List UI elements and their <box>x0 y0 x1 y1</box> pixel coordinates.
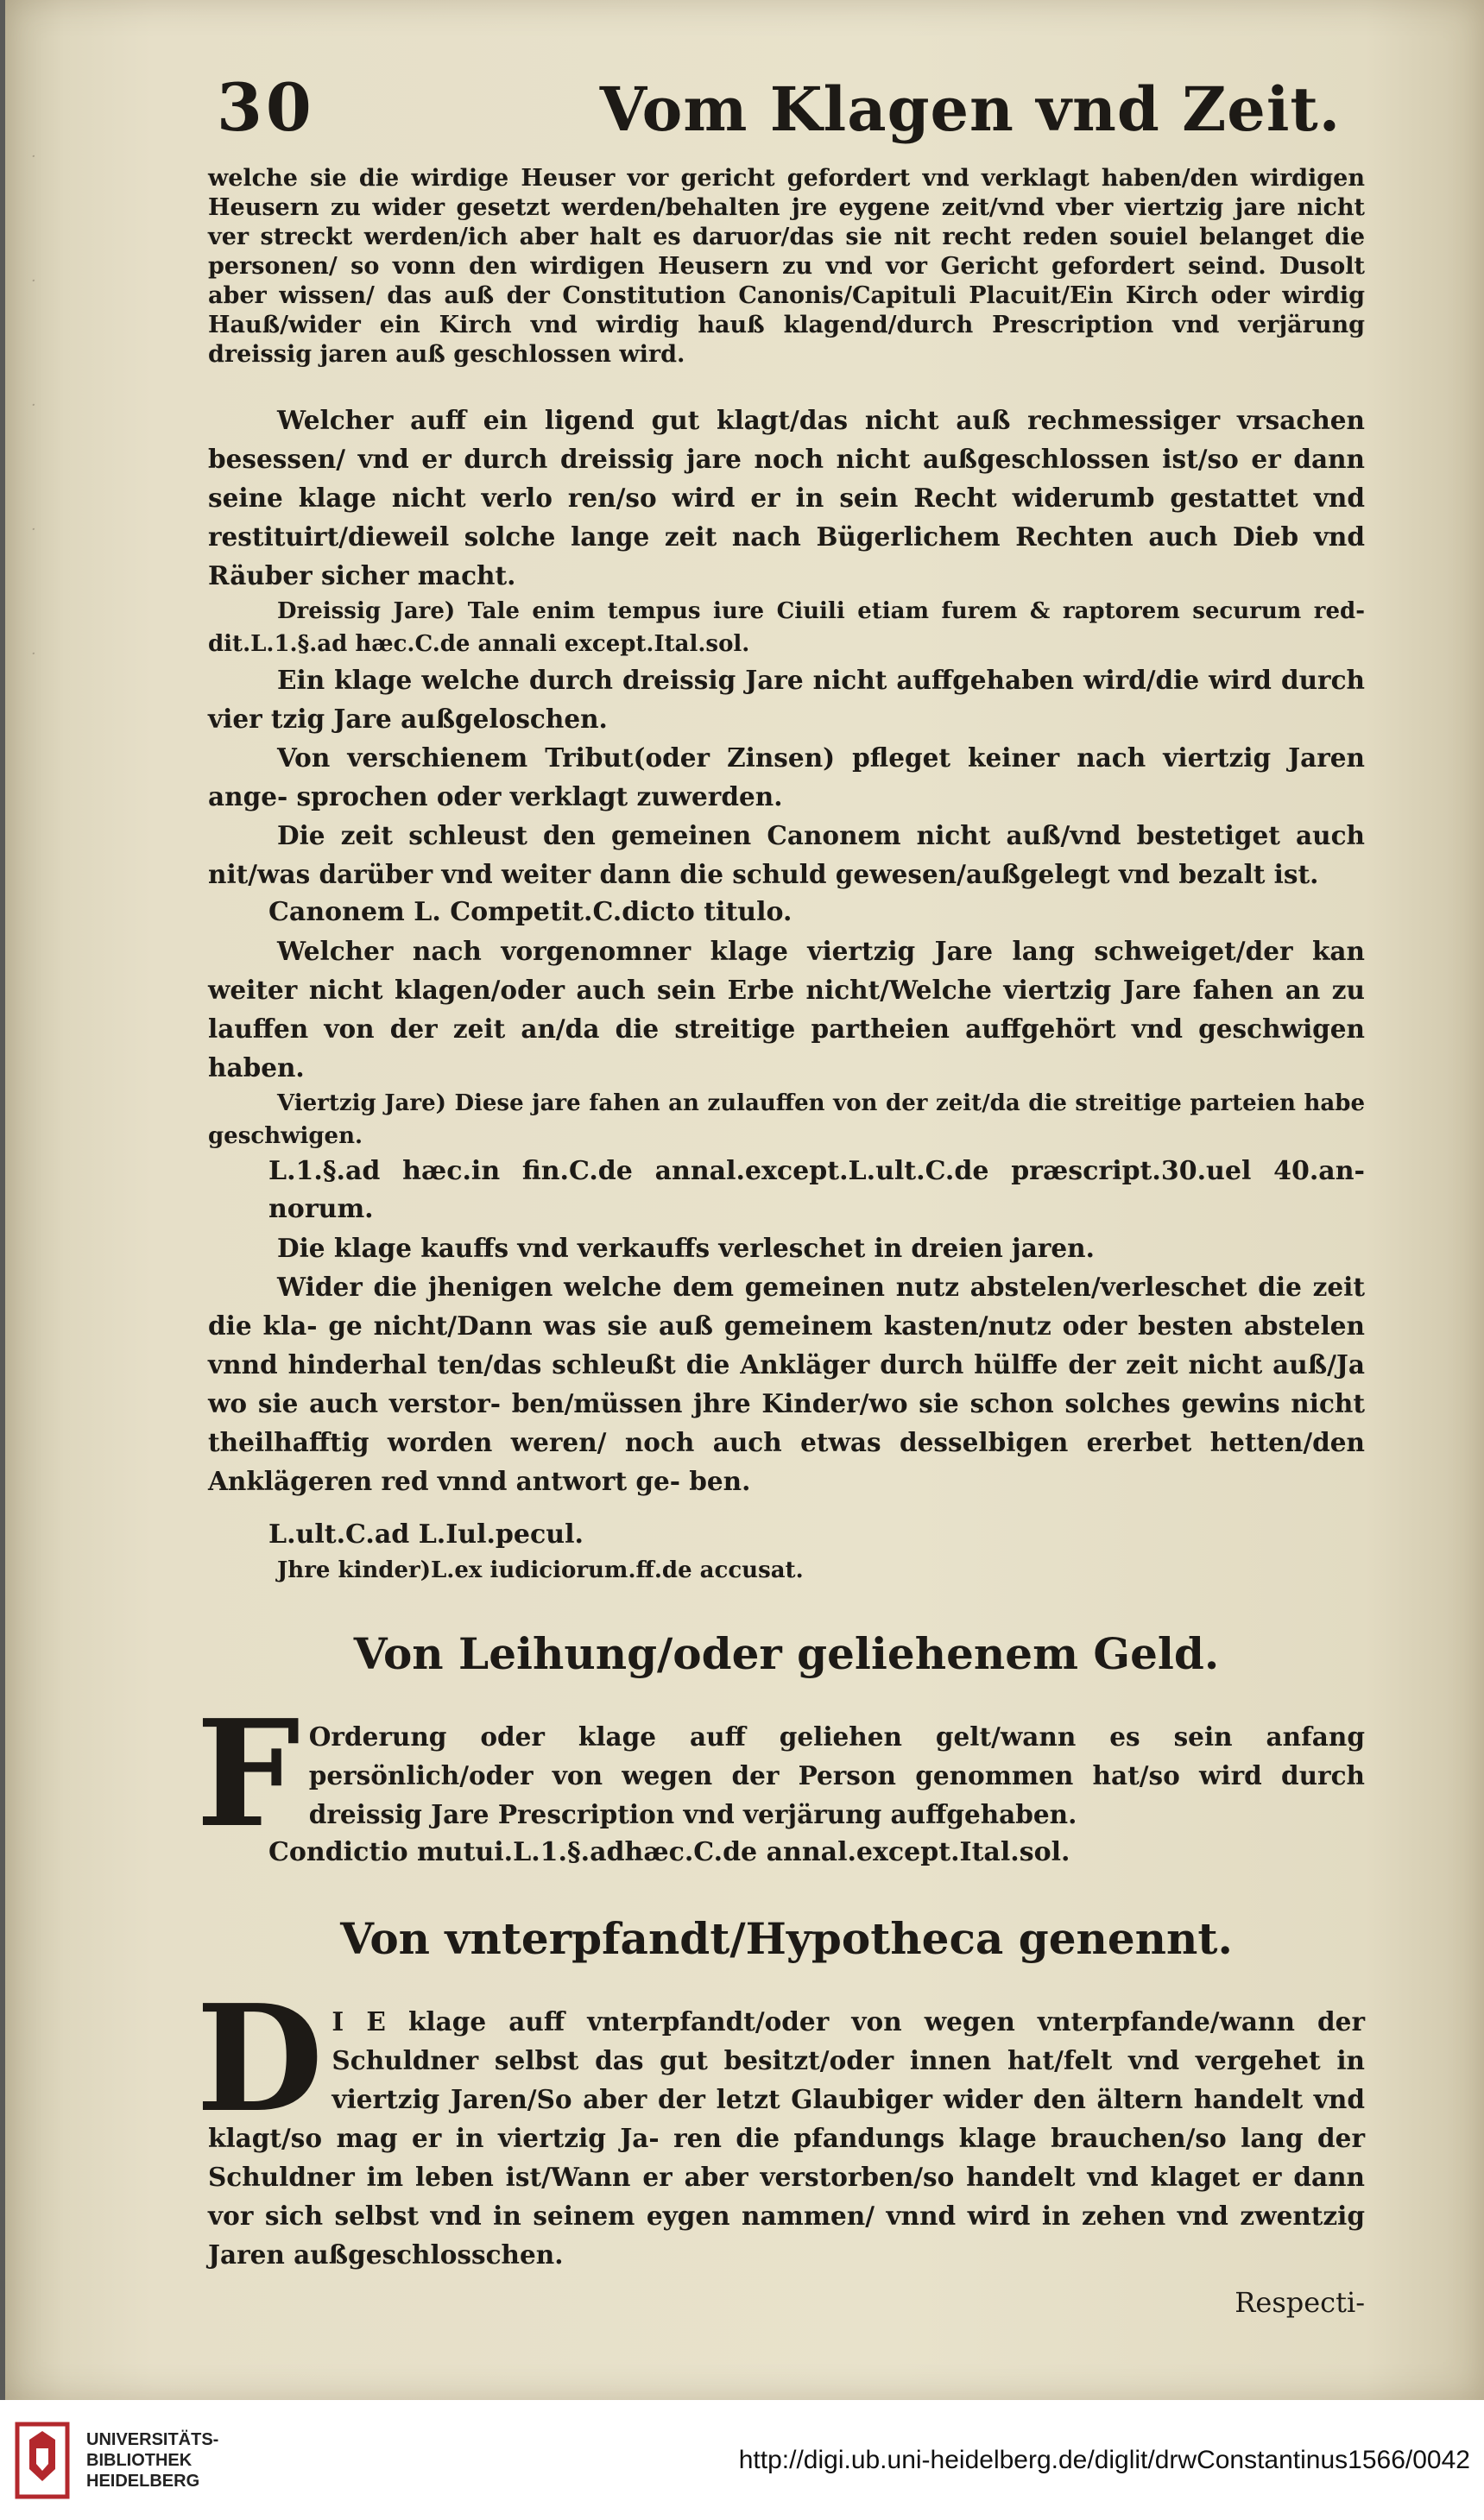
library-line-3: HEIDELBERG <box>86 2471 200 2491</box>
page-number: 30 <box>217 69 315 146</box>
section-heading-pledge: Von vnterpfandt/Hypotheca genennt. <box>340 1913 1233 1964</box>
paragraph-5: Die zeit schleust den gemeinen Canonem nicht auß/vnd bestetiget auch nit/was darüber vnd weiter dann die schuld gewesen/außgelegt vnd bezalt ist. <box>208 820 1365 889</box>
library-name <box>86 2429 218 2492</box>
page-content <box>196 69 1365 2319</box>
footer-bar <box>0 2400 1484 2520</box>
page-header <box>217 69 1365 164</box>
citation-1: Canonem L. Competit.C.dicto titulo. <box>268 897 793 927</box>
source-url-link[interactable]: http://digi.ub.uni-heidelberg.de/diglit/drwConstantinus1566/0042 <box>738 2445 1470 2474</box>
paragraph-4: Von verschienem Tribut(oder Zinsen) pfleget keiner nach viertzig Jaren ange- sprochen oder verklagt zuwerden. <box>208 742 1365 812</box>
library-logo-icon[interactable] <box>12 2417 73 2504</box>
running-head: Vom Klagen vnd Zeit. <box>599 73 1342 145</box>
citation-2: L.1.§.ad hæc.in fin.C.de annal.except.L.ult.C.de præscript.30.uel 40.an- norum. <box>268 1156 1365 1224</box>
paragraph-6: Welcher nach vorgenomner klage viertzig Jare lang schweiget/der kan weiter nicht klagen/oder auch sein Erbe nicht/Welche viertzig Jare fahen an zu lauffen von der zeit an/da die streitige partheien auffgehört vnd geschwigen haben. <box>208 936 1365 1083</box>
library-line-2: BIBLIOTHEK <box>86 2450 193 2470</box>
book-page <box>5 0 1484 2400</box>
citation-4: Condictio mutui.L.1.§.adhæc.C.de annal.except.Ital.sol. <box>268 1837 1070 1867</box>
catchword: Respecti- <box>1235 2286 1365 2319</box>
paragraph-8: Wider die jhenigen welche dem gemeinen nutz abstelen/verleschet die zeit die kla- ge nicht/Dann was sie auß gemeinem kasten/nutz oder besten abstelen vnnd hinderhal ten/das schleußt die Ankläger durch hülffe der zeit nicht auß/Ja wo sie auch verstor- ben/müssen jhre Kinder/wo sie schon solches gewins nicht theilhafftig worden weren/ noch auch etwas desselbigen ererbet hetten/den Anklägeren red vnnd antwort ge- ben. <box>208 1272 1365 1496</box>
note-1: Dreissig Jare) Tale enim tempus iure Ciuili etiam furem & raptorem securum red- dit.L.1.§.ad hæc.C.de annali except.Ital.sol. <box>208 598 1365 657</box>
section-heading-loans: Von Leihung/oder geliehenem Geld. <box>353 1628 1220 1679</box>
paragraph-7: Die klage kauffs vnd verkauffs verleschet in dreien jaren. <box>277 1233 1095 1263</box>
paragraph-10: I E klage auff vnterpfandt/oder von wegen vnterpfande/wann der Schuldner selbst das gut besitzt/oder innen hat/felt vnd vergehet in viertzig Jaren/So aber der letzt Glaubiger wider den ältern handelt vnd klagt/so mag er in viertzig Ja- ren die pfandungs klage brauchen/so lang der Schuldner im leben ist/Wann er aber verstorben/so handelt vnd klaget er dann vor sich selbst vnd in seinem eygen nammen/ vnnd wird in zehen vnd zwentzig Jaren außgeschlosschen. <box>208 2006 1365 2270</box>
paragraph-10-block <box>196 1973 1365 2274</box>
paragraph-2: Welcher auff ein ligend gut klagt/das nicht auß rechmessiger vrsachen besessen/ vnd er durch dreissig jare noch nicht außgeschlossen ist/so er dann seine klage nicht verlo ren/so wird er in sein Recht widerumb gestattet vnd restituirt/dieweil solche lange zeit nach Bügerlichem Rechten auch Dieb vnd Räuber sicher macht. <box>208 405 1365 591</box>
citation-3: L.ult.C.ad L.Iul.pecul. <box>268 1519 584 1550</box>
note-3: Jhre kinder)L.ex iudiciorum.ff.de accusat. <box>277 1557 804 1583</box>
paragraph-9: Orderung oder klage auff geliehen gelt/wann es sein anfang persönlich/oder von wegen der Person genommen hat/so wird durch dreissig Jare Prescription vnd verjärung auffgehaben. <box>308 1721 1365 1829</box>
paragraph-1: welche sie die wirdige Heuser vor gericht gefordert vnd verklagt haben/den wirdigen Heusern zu wider gesetzt werden/behalten jre eygene zeit/vnd vber viertzig jare nicht ver streckt werden/ich aber halt es daruor/das sie nit recht reden souiel belanget die personen/ so vonn den wirdigen Heusern zu vnd vor Gericht gefordert seind. Dusolt aber wissen/ das auß der Constitution Canonis/Capituli Placuit/Ein Kirch oder wirdig Hauß/wider ein Kirch vnd wirdig hauß klagend/durch Prescription vnd verjärung dreissig jaren auß geschlossen wird. <box>208 165 1365 368</box>
library-line-1: UNIVERSITÄTS- <box>86 2429 219 2449</box>
faded-margin-notes: · · · · · <box>31 148 36 663</box>
drop-initial: F <box>196 1688 300 1860</box>
drop-initial: D <box>196 1973 324 2145</box>
note-2: Viertzig Jare) Diese jare fahen an zulauffen von der zeit/da die streitige parteien habe geschwigen. <box>208 1090 1365 1149</box>
paragraph-3: Ein klage welche durch dreissig Jare nicht auffgehaben wird/die wird durch vier tzig Jare außgeloschen. <box>208 665 1365 734</box>
